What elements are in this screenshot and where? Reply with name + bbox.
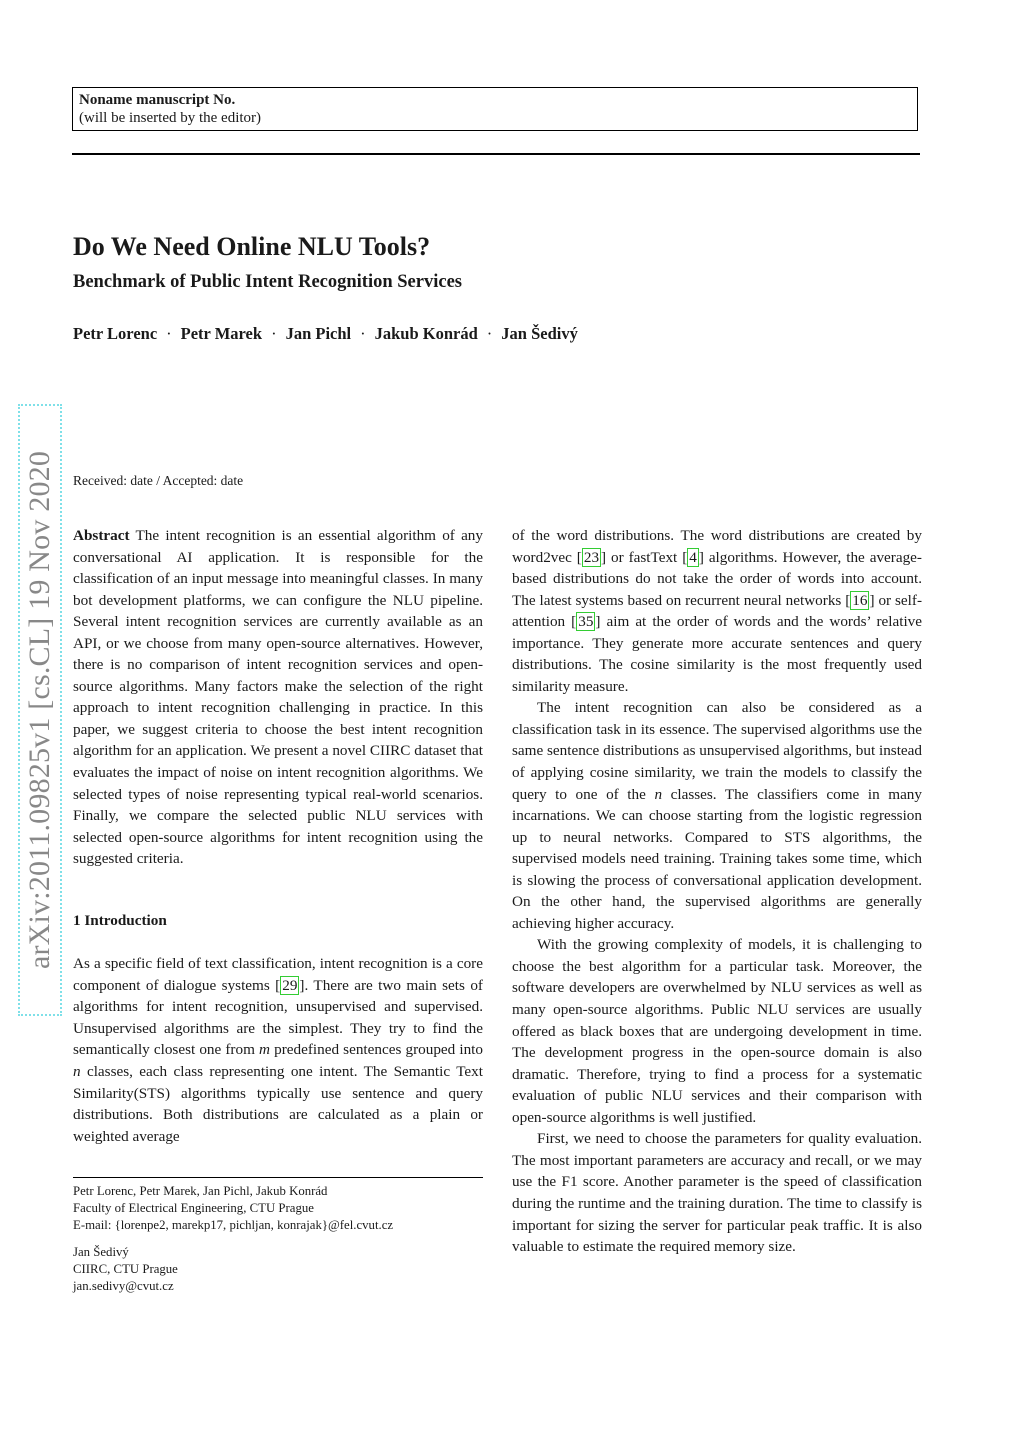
footnote-rule — [73, 1177, 483, 1178]
right-column — [512, 525, 922, 1258]
body-text: ] algorithms. However, the average-based distributions do not take the order of words into account. The latest systems based on recurrent neural networks [ — [512, 548, 922, 609]
author-name: Petr Lorenc — [73, 324, 158, 343]
affiliation-line: CIIRC, CTU Prague — [73, 1262, 178, 1276]
math-variable: m — [259, 1041, 270, 1059]
header-rule — [72, 153, 920, 155]
body-text: ] or fastText [ — [601, 548, 688, 566]
editor-note-box — [72, 87, 918, 131]
intro-text: classes, each class representing one intent. The Semantic Text Similarity(STS) algorithms typically use sentence and query distributions. Both distributions are calculated as a plain or weighted average — [73, 1063, 483, 1145]
affiliation-footnotes — [73, 1183, 483, 1295]
citation-link[interactable]: 4 — [689, 548, 697, 566]
body-text: of the word distributions. The word distributions are created by word2vec [ — [512, 527, 922, 566]
editor-note: (will be inserted by the editor) — [79, 110, 262, 126]
affiliation-line: Petr Lorenc, Petr Marek, Jan Pichl, Jakub Konrád — [73, 1184, 328, 1198]
intro-text: predefined sentences grouped into — [270, 1041, 483, 1059]
manuscript-number-label: Noname manuscript No. — [79, 92, 236, 108]
author-name: Jakub Konrád — [374, 324, 478, 343]
author-separator: · — [360, 324, 366, 343]
body-paragraph: First, we need to choose the parameters for quality evaluation. The most important parameters are accuracy and recall, or we may use the F1 score. Another parameter is the speed of classification during the runtime and the training duration. The time to classify is important for sizing the server for particular peak traffic. It is also valuable to estimate the required memory size. — [512, 1130, 922, 1256]
left-column — [73, 525, 483, 1147]
body-paragraph — [512, 525, 922, 697]
abstract-label: Abstract — [73, 527, 130, 544]
math-variable: n — [654, 785, 663, 803]
math-variable: n — [73, 1063, 81, 1081]
citation-link[interactable]: 35 — [578, 613, 594, 631]
arxiv-stamp — [18, 404, 62, 1016]
affiliation-line: Faculty of Electrical Engineering, CTU Prague — [73, 1201, 314, 1215]
affiliation-block — [73, 1183, 483, 1234]
author-separator: · — [271, 324, 277, 343]
affiliation-block — [73, 1244, 483, 1295]
affiliation-email: jan.sedivy@cvut.cz — [73, 1279, 174, 1293]
author-name: Petr Marek — [180, 324, 263, 343]
abstract-text: The intent recognition is an essential algorithm of any conversational AI application. It is responsible for the classification of an input message into meaningful classes. In many bot development platforms, we can configure the NLU pipeline. Several intent recognition services are currently available as an API, or we choose from many open-source alternatives. However, there is no comparison of intent recognition services and open-source algorithms. Many factors make the selection of the right approach to intent recognition challenging in practice. In this paper, we suggest criteria to choose the best intent recognition algorithm for an application. We present a novel CIIRC dataset that evaluates the impact of noise on intent recognition algorithms. We selected types of noise representing typical real-world scenarios. Finally, we compare the selected public NLU services with selected open-source algorithms for intent recognition using the suggested criteria. — [73, 527, 483, 868]
paper-title: Do We Need Online NLU Tools? — [73, 232, 431, 261]
section-heading-introduction: 1 Introduction — [73, 911, 167, 929]
body-text: The intent recognition can also be considered as a classification task in its essence. The supervised algorithms use the same sentence distributions as unsupervised algorithms, but instead of applying cosine similarity, we train the models to classify the query to one of the — [512, 699, 922, 803]
author-list — [73, 324, 578, 344]
author-name: Jan Šedivý — [501, 324, 578, 343]
body-paragraph: With the growing complexity of models, it is challenging to choose the best algorithm for a particular task. Moreover, the software developers are overwhelmed by NLU services as well as many open-source algorithms. Public NLU services are usually offered as black boxes that are undergoing development in time. The development progress in the open-source domain is also dramatic. Therefore, trying to find a process for a systematic evaluation of public NLU services and their comparison with open-source algorithms is well justified. — [512, 936, 922, 1126]
arxiv-identifier: arXiv:2011.09825v1 [cs.CL] 19 Nov 2020 — [23, 450, 56, 970]
affiliation-email: E-mail: {lorenpe2, marekp17, pichljan, konrajak}@fel.cvut.cz — [73, 1218, 394, 1232]
body-paragraph — [512, 697, 922, 934]
citation-link[interactable]: 16 — [852, 591, 868, 609]
author-separator: · — [486, 324, 493, 343]
body-text: ] or self-attention [ — [512, 591, 922, 631]
citation-link[interactable]: 23 — [583, 548, 600, 566]
intro-paragraph — [73, 953, 483, 1147]
paper-subtitle: Benchmark of Public Intent Recognition Services — [73, 272, 462, 292]
author-separator: · — [166, 324, 172, 343]
received-date: Received: date / Accepted: date — [73, 473, 244, 488]
intro-text: As a specific field of text classification, intent recognition is a core component of dialogue systems [ — [73, 955, 483, 994]
citation-link[interactable]: 29 — [282, 976, 298, 994]
abstract — [73, 525, 483, 870]
intro-text: ]. There are two main sets of algorithms for intent recognition, unsupervised and supervised. Unsupervised algorithms are the simplest. They try to find the semantically closest one from — [73, 976, 483, 1059]
author-name: Jan Pichl — [285, 324, 352, 343]
body-text: ] aim at the order of words and the words’ relative importance. They generate more accurate sentences and query distributions. The cosine similarity is the most frequently used similarity measure. — [512, 613, 922, 695]
affiliation-line: Jan Šedivý — [73, 1245, 129, 1259]
body-text: classes. The classifiers come in many incarnations. We can choose starting from the logistic regression up to neural networks. Compared to STS algorithms, the supervised models need training. Training takes some time, which is slowing the process of conversational application development. On the other hand, the supervised algorithms are generally achieving higher accuracy. — [512, 785, 922, 932]
